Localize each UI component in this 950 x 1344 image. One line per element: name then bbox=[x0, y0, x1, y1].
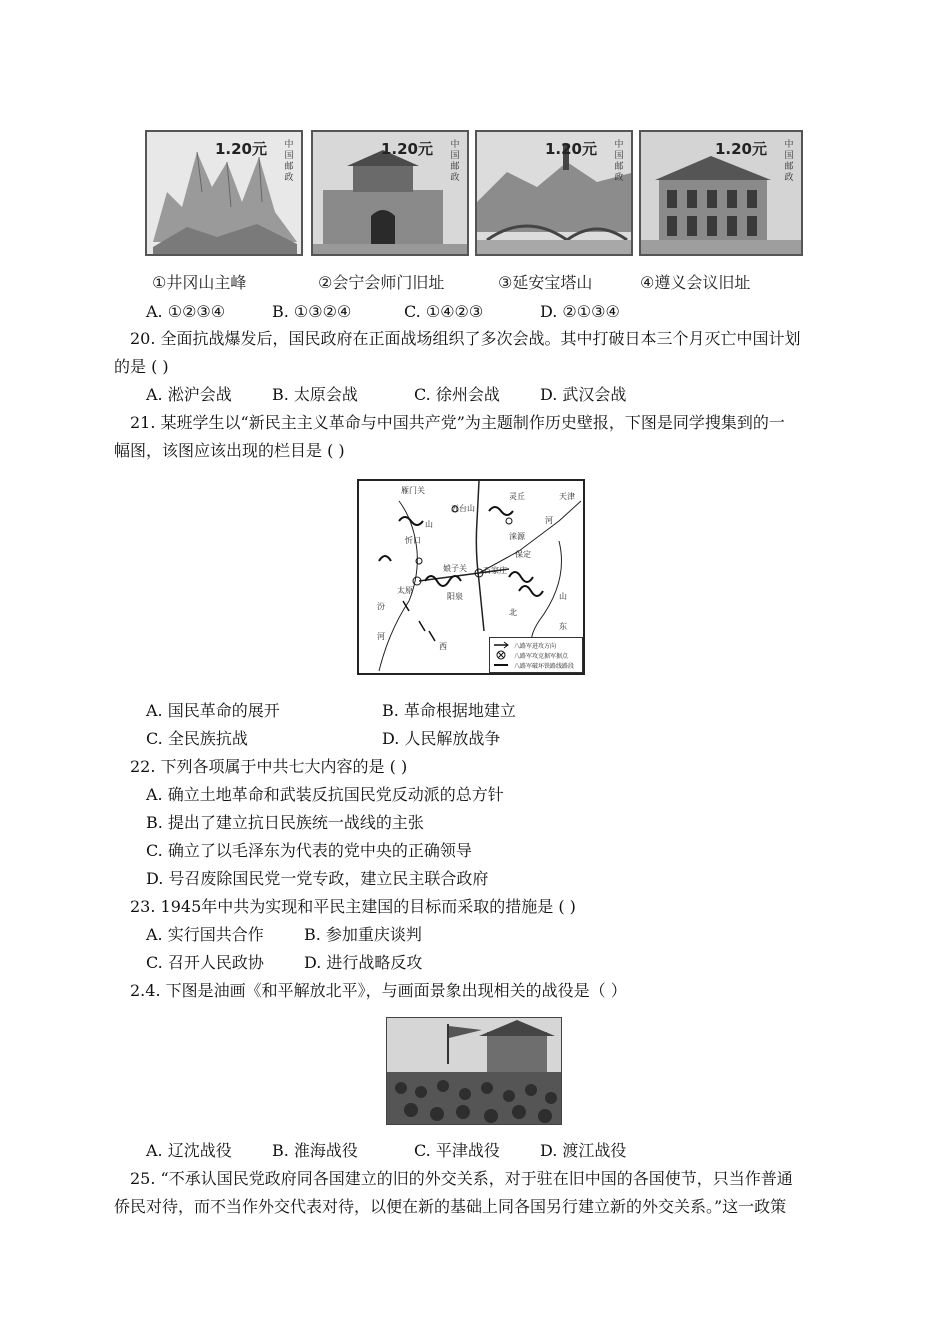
q21-option-c: C. 全民族抗战 bbox=[146, 729, 248, 748]
stamp-caption-3: ③延安宝塔山 bbox=[498, 273, 593, 292]
oil-painting-peaceful-liberation bbox=[386, 1017, 562, 1125]
legend-captured-stronghold: 八路军攻克据军据点 bbox=[514, 653, 569, 660]
stamp-side-text: 中国邮政 bbox=[450, 140, 460, 183]
q23-option-b: B. 参加重庆谈判 bbox=[304, 925, 422, 944]
q24-stem: 2.4. 下图是油画《和平解放北平》，与画面景象出现相关的战役是（ ） bbox=[130, 981, 627, 1000]
q23-option-a: A. 实行国共合作 bbox=[146, 925, 264, 944]
painting-art bbox=[387, 1018, 562, 1125]
battle-map bbox=[357, 479, 585, 675]
map-label-xi: 西 bbox=[439, 642, 447, 651]
q20-option-c: C. 徐州会战 bbox=[414, 385, 500, 404]
stamp-huining bbox=[311, 130, 469, 256]
q22-option-b: B. 提出了建立抗日民族统一战线的主张 bbox=[146, 813, 424, 832]
map-label-niangziguan: 娘子关 bbox=[443, 564, 467, 573]
map-label-laiyuan: 涞源 bbox=[509, 532, 525, 541]
map-label-taiyuan: 太原 bbox=[397, 586, 413, 595]
stamp-yanan bbox=[475, 130, 633, 256]
q22-stem: 22. 下列各项属于中共七大内容的是 ( ) bbox=[130, 757, 408, 776]
q22-option-d: D. 号召废除国民党一党专政，建立民主联合政府 bbox=[146, 869, 489, 888]
q25-stem-line1: 25. “不承认国民党政府同各国建立的旧的外交关系，对于驻在旧中国的各国使节，只当作普通 bbox=[130, 1169, 793, 1188]
stamp-side-text: 中国邮政 bbox=[284, 140, 294, 183]
map-label-he-west: 河 bbox=[377, 632, 385, 641]
map-label-baoding: 保定 bbox=[515, 550, 531, 559]
legend-attack-direction: 八路军进攻方向 bbox=[514, 643, 557, 650]
q19-option-a: A. ①②③④ bbox=[146, 302, 226, 321]
map-label-dong: 东 bbox=[559, 622, 567, 631]
q20-option-b: B. 太原会战 bbox=[272, 385, 358, 404]
q23-option-c: C. 召开人民政协 bbox=[146, 953, 264, 972]
q24-option-b: B. 淮海战役 bbox=[272, 1141, 358, 1160]
map-label-bei: 北 bbox=[509, 608, 517, 617]
map-label-he: 河 bbox=[545, 516, 553, 525]
q24-option-a: A. 辽沈战役 bbox=[146, 1141, 232, 1160]
stamp-strip bbox=[145, 130, 805, 260]
q19-option-c: C. ①④②③ bbox=[404, 302, 484, 321]
q21-option-a: A. 国民革命的展开 bbox=[146, 701, 280, 720]
q24-option-c: C. 平津战役 bbox=[414, 1141, 500, 1160]
map-label-yanmenguan: 雁门关 bbox=[401, 486, 425, 495]
q23-stem: 23. 1945年中共为实现和平民主建国的目标而采取的措施是 ( ) bbox=[130, 897, 576, 916]
q22-option-a: A. 确立土地革命和武装反抗国民党反动派的总方针 bbox=[146, 785, 504, 804]
q22-option-c: C. 确立了以毛泽东为代表的党中央的正确领导 bbox=[146, 841, 472, 860]
stamp-zunyi bbox=[639, 130, 803, 256]
map-label-lingqiu: 灵丘 bbox=[509, 492, 525, 501]
q21-option-b: B. 革命根据地建立 bbox=[382, 701, 516, 720]
q23-option-d: D. 进行战略反攻 bbox=[304, 953, 423, 972]
map-label-fen: 汾 bbox=[377, 602, 385, 611]
map-label-xinkou: 忻口 bbox=[405, 536, 421, 545]
map-label-shan: 山 bbox=[425, 520, 433, 529]
stamp-price: 1.20元 bbox=[214, 140, 267, 158]
stamp-caption-2: ②会宁会师门旧址 bbox=[318, 273, 445, 292]
stamp-price: 1.20元 bbox=[544, 140, 597, 158]
map-legend bbox=[489, 637, 583, 673]
stamp-caption-1: ①井冈山主峰 bbox=[152, 273, 247, 292]
q20-option-d: D. 武汉会战 bbox=[540, 385, 627, 404]
map-label-yangquan: 阳泉 bbox=[447, 592, 463, 601]
q20-option-a: A. 淞沪会战 bbox=[146, 385, 232, 404]
map-label-wutaishan: 五台山 bbox=[451, 504, 475, 513]
q21-option-d: D. 人民解放战争 bbox=[382, 729, 501, 748]
q19-option-d: D. ②①③④ bbox=[540, 302, 620, 321]
legend-railway-sabotage: 八路军破坏铁路线路段 bbox=[514, 663, 575, 670]
q24-option-d: D. 渡江战役 bbox=[540, 1141, 627, 1160]
stamp-caption-4: ④遵义会议旧址 bbox=[640, 273, 751, 292]
stamp-side-text: 中国邮政 bbox=[614, 140, 624, 183]
q19-option-b: B. ①③②④ bbox=[272, 302, 352, 321]
map-label-shijiazhuang: 石家庄 bbox=[483, 566, 507, 575]
stamp-side-text: 中国邮政 bbox=[784, 140, 794, 183]
stamp-jinggangshan bbox=[145, 130, 303, 256]
map-label-shan-east: 山 bbox=[559, 592, 567, 601]
q20-stem-line2: 的是 ( ) bbox=[114, 357, 169, 376]
q21-stem-line2: 幅图，该图应该出现的栏目是 ( ) bbox=[114, 441, 345, 460]
stamp-price: 1.20元 bbox=[380, 140, 433, 158]
map-label-tianjin: 天津 bbox=[559, 492, 575, 501]
stamp-price: 1.20元 bbox=[714, 140, 767, 158]
q20-stem-line1: 20. 全面抗战爆发后，国民政府在正面战场组织了多次会战。其中打破日本三个月灭亡中国计划 bbox=[130, 329, 801, 348]
q25-stem-line2: 侨民对待，而不当作外交代表对待，以便在新的基础上同各国另行建立新的外交关系。”这一政策 bbox=[114, 1197, 787, 1216]
q21-stem-line1: 21. 某班学生以“新民主主义革命与中国共产党”为主题制作历史壁报，下图是同学搜集到的一 bbox=[130, 413, 785, 432]
